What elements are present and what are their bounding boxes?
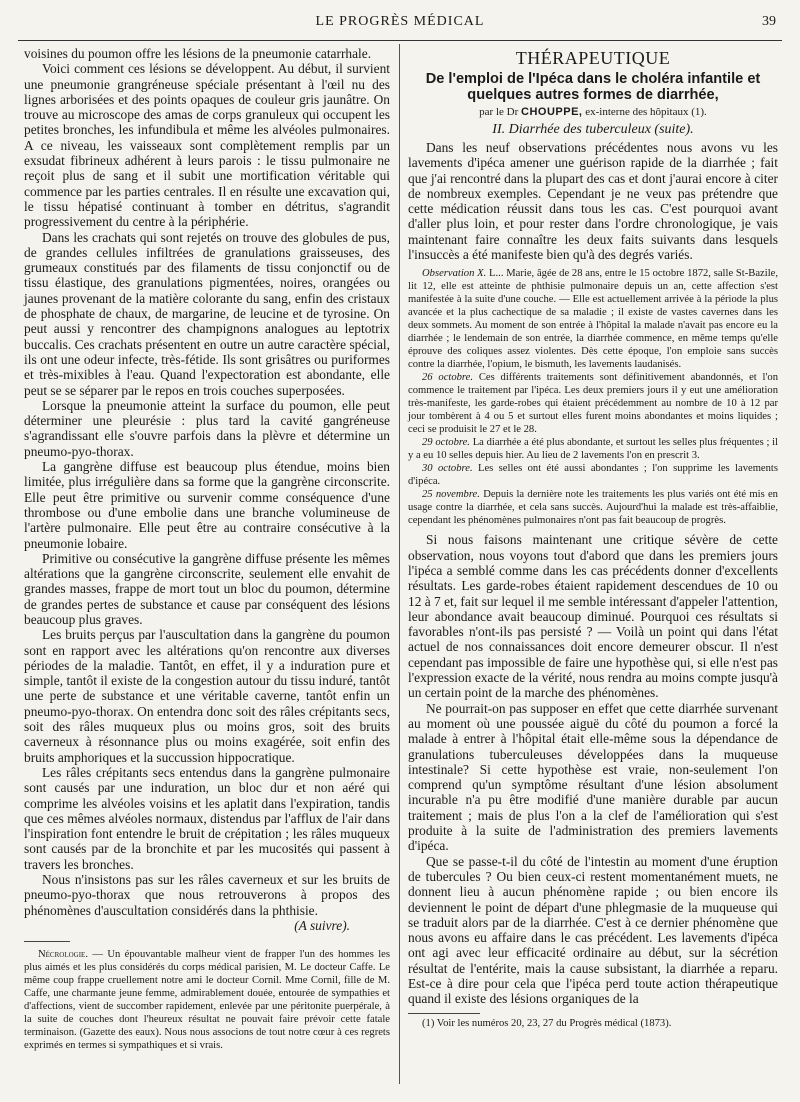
right-intro: [408, 140, 778, 262]
page-header: [18, 14, 782, 36]
article-subheading: II. Diarrhée des tuberculeux (suite).: [492, 122, 694, 137]
byline-suffix: ex-interne des hôpitaux (1).: [585, 106, 707, 118]
observation-entry: [408, 436, 778, 462]
byline-author: CHOUPPE,: [521, 106, 583, 118]
observation-label: 26 octobre.: [422, 372, 474, 384]
necrology-notice: [24, 948, 390, 1052]
observation-entry: [408, 488, 778, 527]
journal-title: LE PROGRÈS MÉDICAL: [315, 14, 485, 29]
necrology-label: Nécrologie.: [38, 948, 88, 960]
left-column: [24, 46, 390, 1052]
continued-note: (A suivre).: [294, 917, 350, 933]
paragraph: Que se passe-t-il du côté de l'intestin au moment d'une éruption de tubercules ? Ou bien ceux-ci restent momentanément muets, ne donnent lieu à aucun phénomène rapide ; ou bien encore ils deviennent le point de départ d'une phlegmasie de la muqueuse qui se traduit alors par de la diarrhée. C'est à ce dernier phénomène que nous avons eu affaire dans le cas précédent. Les lavements d'ipéca ont agi avec leur efficacité ordinaire au début, sur la sécrétion résultat de l'entérite, mais la cause subsistant, la diarrhée a reparu. Est-ce à dire pour cela que l'ipéca perd toute action thérapeutique quand il existe des lésions organiques de la: [408, 853, 778, 1007]
observation-entry: [408, 371, 778, 436]
observation-text: L... Marie, âgée de 28 ans, entre le 15 octobre 1872, salle St-Bazile, lit 12, elle est atteinte de phthisie pulmonaire depuis un an, cette affection s'est manifestée à la suite d'une couche. — Elle est actuellement arrivée à la période la plus avancée et la plus cachectique de sa maladie ; il existe de vastes cavernes dans les deux sommets. Au moment de son entrée à l'hôpital la malade n'avait pas encore eu la diarrhée ; le lendemain de son entrée, la diarrhée commence, en même temps qu'elle éprouve des coliques assez violentes. Dès cette époque, l'on emploie sans succès contre la diarrhée, l'opium, le bismuth, les lavements laudanisés.: [408, 268, 778, 371]
observation-block: [408, 267, 778, 527]
right-column: [408, 46, 778, 1030]
article-title: De l'emploi de l'Ipéca dans le choléra infantile et quelques autres formes de diarrhée,: [425, 71, 761, 103]
footnote: (1) Voir les numéros 20, 23, 27 du Progrès médical (1873).: [422, 1017, 672, 1029]
paragraph: Dans les neuf observations précédentes nous avons vu les lavements d'ipéca amener une guérison rapide de la diarrhée ; fait que j'ai rencontré dans la plupart des cas et dont j'aurai encore à citer de nombreux exemples. Cependant je ne veux pas prétendre que cette médication réussit dans tous les cas. C'est pourquoi avant d'aller plus loin, et pour rester dans l'ordre chronologique, je vais maintenant faire connaître les deux faits suivants dans lesquels l'insuccès a été manifeste bien qu'à des degrés variés.: [408, 140, 778, 263]
right-body: [408, 532, 778, 1006]
byline-prefix: par le Dr: [479, 106, 519, 118]
header-rule: [18, 40, 782, 41]
observation-entry: [408, 267, 778, 371]
paragraph: Les bruits perçus par l'auscultation dans la gangrène du poumon sont en rapport avec les altérations qu'on rencontre aux diverses périodes de la maladie. Tantôt, en effet, il y a induration pure et simple, tantôt il existe de la congestion autour du tissu induré, tantôt une perte de substance et une véritable caverne, tantôt enfin un pneumo-pyo-thorax. On entendra donc soit des râles crépitants secs, soit des râles muqueux plus ou moins gros, soit des bruits caverneux à résonnance plus ou moins exagérée, soit enfin des bruits amphoriques et la succussion hippocratique.: [24, 627, 390, 765]
left-body: [24, 46, 390, 933]
paragraph: La gangrène diffuse est beaucoup plus étendue, moins bien limitée, plus irrégulière dans sa forme que la gangrène circonscrite. Elle peut être primitive ou survenir comme conséquence d'une thrombose ou d'une embolie dans une branche volumineuse de l'artère pulmonaire. Elle peut être au contraire consécutive à la pneumonie lobaire.: [24, 459, 390, 551]
observation-text: Les selles ont été aussi abondantes ; l'on supprime les lavements d'ipéca.: [408, 463, 778, 488]
observation-text: Ces différents traitements sont définitivement abandonnés, et l'on commence le traitement par l'ipéca. Les deux premiers jours il y eut une amélioration très-manifeste, les garde-robes qui étaient précédemment au nombre de 10 à 12 par jour tombèrent à 4 ou 5 et surtout elles furent moins abondantes et moins liquides ; ceci se produisit le 27 et le 28.: [408, 372, 778, 436]
footnote-rule: [408, 1013, 480, 1014]
page-number: 39: [762, 14, 776, 29]
necrology-text: — Un épouvantable malheur vient de frapper l'un des hommes les plus aimés et les plus considérés du corps médical parisien, M. Le docteur Caffe. Le même coup frappe cruellement notre ami le docteur Cornil. Mme Cornil, fille de M. Caffe, une charmante jeune femme, admirablement douée, entourée de sympathies et d'affections, vient de succomber rapidement, enlevée par une péritonite puerpérale, à la suite de couches dont l'heureux résultat ne pouvait faire prévoir cette fatale terminaison. (Gazette des eaux). Nous nous associons de tout notre cœur à ces regrets exprimés en termes si sympathiques et si vrais.: [24, 948, 390, 1051]
paragraph: voisines du poumon offre les lésions de la pneumonie catarrhale.: [24, 46, 372, 61]
article-byline: [408, 106, 778, 118]
observation-label: 25 novembre.: [422, 489, 480, 501]
paragraph: Si nous faisons maintenant une critique sévère de cette observation, nous voyons tout d'abord que dans les premiers jours l'ipéca a semblé comme dans les cas précédents donner d'excellents résultats. Les garde-robes étaient rapidement descendues de 10 ou 12 à 7 et, fait sur lequel il me semble intéressant d'appeler l'attention, leur abondance avait beaucoup diminué. Pourquoi ces résultats si favorables n'ont-ils pas persisté ? — Voilà un point qui dans l'état actuel de nos connaissances doit encore demeurer obscur. Il n'est cependant pas impossible de faire une hypothèse qui, si elle n'est pas l'expression exacte de la vérité, nous rendra au moins compte jusqu'à un certain point de la marche des phénomènes.: [408, 532, 778, 701]
paragraph: Voici comment ces lésions se développent. Au début, il survient une pneumonie grangréneuse spéciale présentant à l'œil nu des lignes arborisées et des points opaques de couleur gris jaunâtre. On trouve au microscope des amas de corps granuleux qui occupent les petites bronches, les infundibula et même les alvéoles pulmonaires. A ce niveau, les vaisseaux sont complètement remplis par un exsudat fibrineux adhérent à leurs parois : le tissu pulmonaire ne reçoit plus de sang et il subit une mortification véritable qui commence par les parties centrales. Il en résulte une excavation qui, le tissu hépatisé continuant à tomber en détritus, s'agrandit progressivement du centre à la périphérie.: [24, 61, 390, 230]
observation-label: Observation X.: [422, 268, 487, 280]
section-separator: [24, 941, 70, 942]
paragraph: Ne pourrait-on pas supposer en effet que cette diarrhée survenant au moment où une poussée aiguë du côté du poumon a forcé la malade à entrer à l'hôpital était elle-même sous la dépendance de granulations tuberculeuses développées dans la muqueuse intestinale? Si cette hypothèse est vraie, non-seulement l'on comprend qu'un symptôme résultant d'une lésion absolument incurable n'a pu être modifié d'une manière durable par aucun traitement ; mais de plus l'on a la clef de l'amélioration qui s'est produite à la suite de l'administration des premiers lavements d'ipéca.: [408, 700, 778, 854]
observation-label: 30 octobre.: [422, 463, 473, 475]
paragraph: Lorsque la pneumonie atteint la surface du poumon, elle peut déterminer une pleurésie : plus tard la cavité gangréneuse s'agrandissant elle s'ouvre parfois dans la plèvre et détermine un pneumo-pyo-thorax.: [24, 397, 390, 459]
observation-text: La diarrhée a été plus abondante, et surtout les selles plus fréquentes ; il y a eu 10 selles depuis hier. Au lieu de 2 lavements l'on en prescrit 3.: [408, 437, 779, 462]
paragraph: Dans les crachats qui sont rejetés on trouve des globules de pus, de grandes cellules infiltrées de granulations graisseuses, des grumeaux constitués par des filaments de tissu conjonctif ou de tissu élastique, des granulations pigmentées, noires, orangées ou jaunes provenant de la matière colorante du sang, enfin des cristaux de phosphate de chaux, de margarine, de leucine et de tyrosine. On peut aussi y rencontrer des champignons analogues au leptotrix buccalis. Ces crachats présentent en outre un autre caractère spécial, ils ont une odeur infecte, très-fétide. Ils sont grisâtres ou puriformes et très-mixibles à l'eau. Quand l'expectoration est abondante, elle peut se se séparer par le repos en trois couches superposées.: [24, 229, 390, 398]
paragraph: Nous n'insistons pas sur les râles caverneux et sur les bruits de pneumo-pyo-thorax que nous retrouverons à propos des phénomènes d'auscultation considérés dans la phthisie.: [24, 872, 390, 918]
paragraph: Primitive ou consécutive la gangrène diffuse présente les mêmes altérations que la gangrène circonscrite, seulement elle envahit de grandes masses, frappe de mort tout un bloc du poumon, détermine de grandes pertes de substance et cause par conséquent des lésions beaucoup plus graves.: [24, 550, 390, 627]
observation-label: 29 octobre.: [422, 437, 470, 449]
column-divider: [399, 44, 400, 1084]
paragraph: Les râles crépitants secs entendus dans la gangrène pulmonaire sont causés par une induration, un bloc dur et non aéré qui comprime les alvéoles voisins et les aplatit dans l'expiration, tandis que ces mêmes alvéoles normaux, distendus par l'afflux de l'air dans l'inspiration font entendre le bruit de crépitation ; les râles muqueux sont causés par de la bronchite et par les mucosités qui passent à travers les bronches.: [24, 764, 390, 872]
observation-text: Depuis la dernière note les traitements les plus variés ont été mis en usage contre la diarrhée, et cela sans succès. Aujourd'hui la malade est très-affaiblie, cependant les phénomènes pulmonaires n'ont pas fait beaucoup de progrès.: [408, 489, 778, 527]
section-heading: THÉRAPEUTIQUE: [515, 48, 671, 68]
observation-entry: [408, 462, 778, 488]
